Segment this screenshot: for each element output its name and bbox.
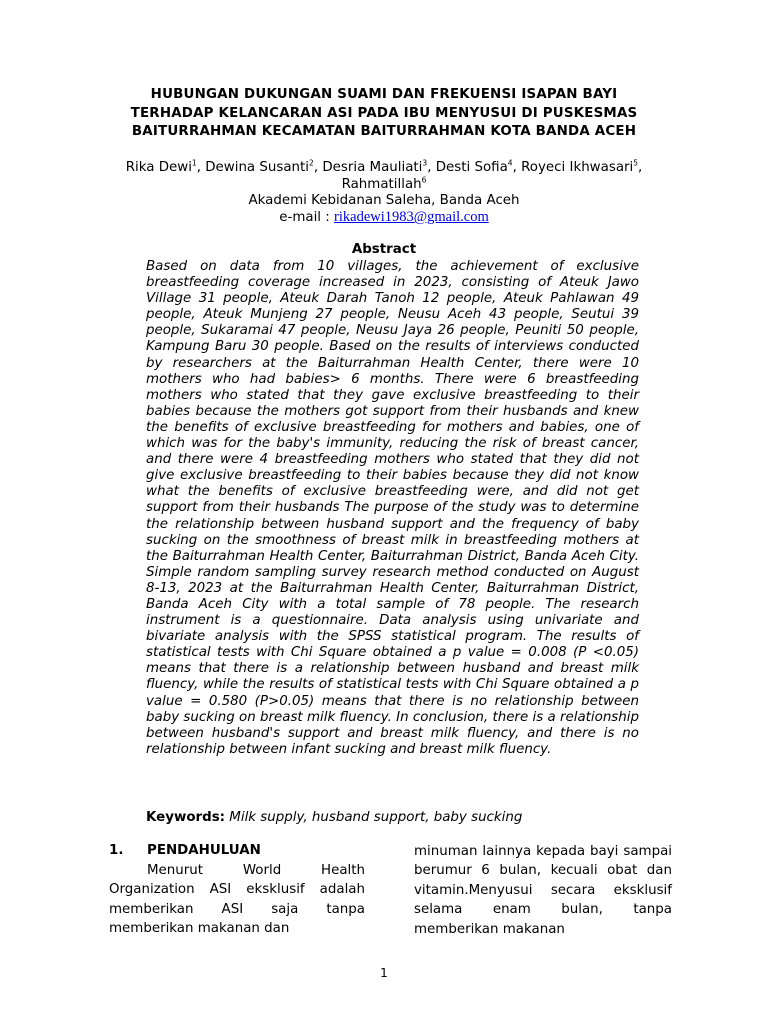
page-number: 1	[380, 966, 388, 980]
author-name: Dewina Susanti	[205, 160, 310, 175]
keywords-line	[146, 810, 646, 826]
title-line-3: BAITURRAHMAN KECAMATAN BAITURRAHMAN KOTA BANDA ACEH	[131, 124, 637, 139]
paper-title	[100, 86, 668, 142]
author-affiliation-mark: 6	[421, 175, 427, 185]
email-link[interactable]: rikadewi1983@gmail.com	[334, 209, 489, 225]
body-column-right: minuman lainnya kepada bayi sampai berumur 6 bulan, kecuali obat dan vitamin.Menyusui secara eksklusif selama enam bulan, tanpa memberikan makanan	[414, 844, 672, 937]
body-column-left: Menurut World Health Organization ASI eksklusif adalah memberikan ASI saja tanpa memberikan makanan dan	[109, 863, 365, 937]
section-heading	[109, 843, 261, 859]
author-name: Rahmatillah	[341, 176, 422, 192]
keywords-list: Milk supply, husband support, baby sucking	[225, 810, 523, 825]
author-name: Desti Sofia	[435, 160, 508, 175]
author-name: Rika Dewi	[125, 160, 192, 175]
section-title: PENDAHULUAN	[147, 843, 261, 858]
author-list: Rika Dewi$^1$, Dewina Susanti$^2$, Desria Mauliati$^3$, Desti Sofia$^4$, Royeci Ikhwasari$^5$, Rahmatillah$^6$	[125, 158, 643, 192]
email-line	[80, 209, 688, 226]
author-name: Royeci Ikhwasari	[521, 160, 634, 175]
section-number: 1.	[109, 843, 124, 858]
title-line-1: HUBUNGAN DUKUNGAN SUAMI DAN FREKUENSI ISAPAN BAYI	[150, 87, 618, 102]
title-line-2: TERHADAP KELANCARAN ASI PADA IBU MENYUSUI DI PUSKESMAS	[130, 105, 638, 121]
author-affiliation-mark: 3	[422, 158, 428, 168]
affiliation: Akademi Kebidanan Saleha, Banda Aceh	[248, 193, 520, 208]
abstract-text: Based on data from 10 villages, the achievement of exclusive breastfeeding coverage increased in 2023, consisting of Ateuk Jawo Village 31 people, Ateuk Darah Tanoh 12 people, Ateuk Pahlawan 49 people, Ateuk Munjeng 27 people, Neusu Aceh 43 people, Seutui 39 people, Sukaramai 47 people, Neusu Jaya 26 people, Peuniti 50 people, Kampung Baru 30 people. Based on the results of interviews conducted by researchers at the Baiturrahman Health Center, there were 10 mothers who had babies> 6 months. There were 6 breastfeeding mothers who stated that they gave exclusive breastfeeding to their babies because the mothers got support from their husbands and knew the benefits of exclusive breastfeeding for mothers and babies, one of which was for the baby's immunity, reducing the risk of breast cancer, and there were 4 breastfeeding mothers who stated that they did not give exclusive breastfeeding to their babies because they did not know what the benefits of exclusive breastfeeding were, and did not get support from their husbands The purpose of the study was to determine the relationship between husband support and the frequency of baby sucking on the smoothness of breast milk in breastfeeding mothers at the Baiturrahman Health Center, Baiturrahman District, Banda Aceh City. Simple random sampling survey research method conducted on August 8-13, 2023 at the Baiturrahman Health Center, Baiturrahman District, Banda Aceh City with a total sample of 78 people. The research instrument is a questionnaire. Data analysis using univariate and bivariate analysis with the SPSS statistical program. The results of statistical tests with Chi Square obtained a p value = 0.008 (P <0.05) means that there is a relationship between husband and breast milk fluency, while the results of statistical tests with Chi Square obtained a p value = 0.580 (P>0.05) means that there is no relationship between baby sucking on breast milk fluency. In conclusion, there is a relationship between husband's support and breast milk fluency, and there is no relationship between infant sucking and breast milk fluency.	[146, 259, 639, 757]
author-name: Desria Mauliati	[322, 160, 423, 175]
abstract-heading: Abstract	[351, 242, 417, 257]
author-affiliation-mark: 5	[633, 158, 639, 168]
author-affiliation-mark: 2	[309, 158, 314, 168]
author-affiliation-mark: 4	[507, 158, 513, 168]
email-label: e-mail :	[279, 210, 335, 225]
keywords-label: Keywords:	[146, 810, 226, 825]
author-affiliation-mark: 1	[191, 158, 197, 168]
